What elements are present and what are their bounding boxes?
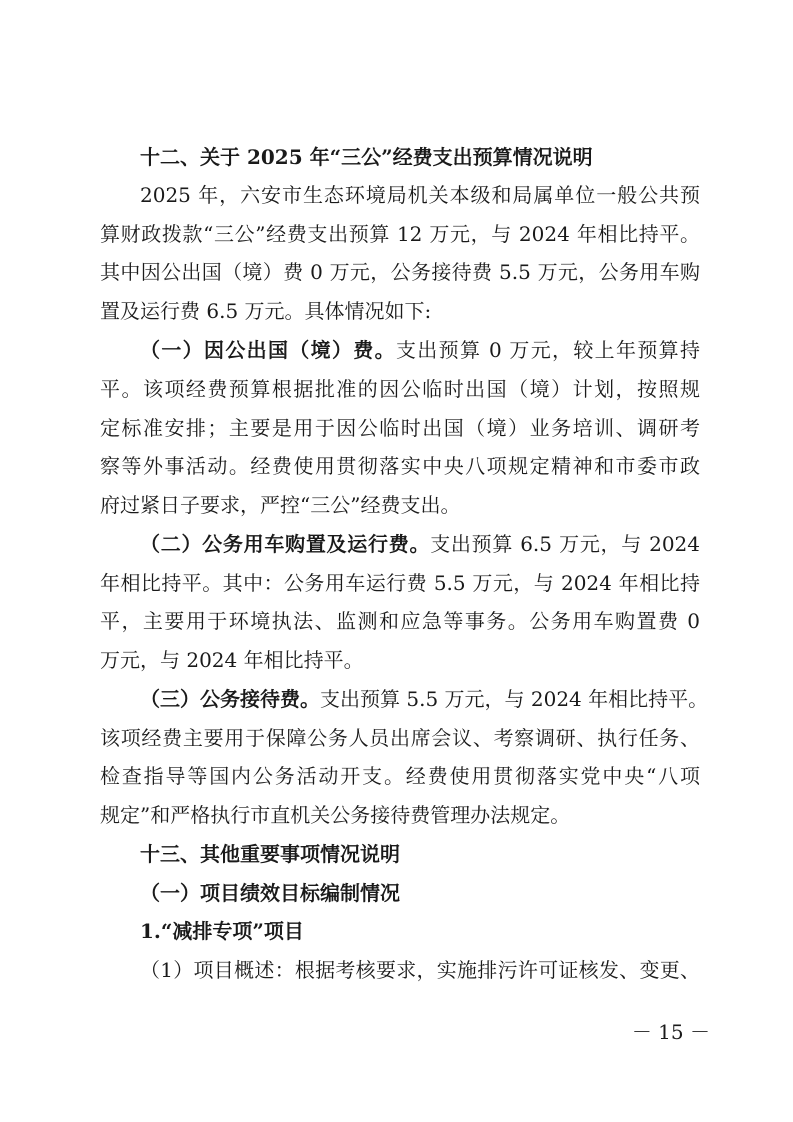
item-2-first-line <box>140 530 700 558</box>
item-3-label: （三）公务接待费。 <box>140 687 320 711</box>
item-1-first-line <box>140 336 700 364</box>
item-3-text: 支出预算 5.5 万元，与 2024 年相比持平。 <box>320 687 709 711</box>
paragraph-line: 检查指导等国内公务活动开支。经费使用贯彻落实党中央“八项 <box>100 764 700 788</box>
paragraph-line: （1）项目概述：根据考核要求，实施排污许可证核发、变更、 <box>140 958 700 982</box>
paragraph-line: 万元，与 2024 年相比持平。 <box>100 648 364 672</box>
subsection-heading: （一）项目绩效目标编制情况 <box>140 881 400 905</box>
paragraph-line: 该项经费主要用于保障公务人员出席会议、考察调研、执行任务、 <box>100 726 700 750</box>
page-number: － 15 － <box>631 1020 710 1044</box>
paragraph-line: 算财政拨款“三公”经费支出预算 12 万元，与 2024 年相比持平。 <box>100 222 700 246</box>
paragraph-line: 规定”和严格执行市直机关公务接待费管理办法规定。 <box>100 803 571 827</box>
paragraph-line: 府过紧日子要求，严控“三公”经费支出。 <box>100 493 461 517</box>
section-12-heading: 十二、关于 2025 年“三公”经费支出预算情况说明 <box>140 145 593 169</box>
item-1-label: （一）因公出国（境）费。 <box>140 338 396 362</box>
item-2-label: （二）公务用车购置及运行费。 <box>140 532 431 556</box>
item-2-text: 支出预算 6.5 万元，与 2024 <box>430 532 700 556</box>
item-3-first-line <box>140 685 709 713</box>
paragraph-line: 年相比持平。其中：公务用车运行费 5.5 万元，与 2024 年相比持 <box>100 571 700 595</box>
subsubsection-heading: 1.“减排专项”项目 <box>140 919 304 943</box>
paragraph-line: 2025 年，六安市生态环境局机关本级和局属单位一般公共预 <box>140 183 700 207</box>
paragraph-line: 置及运行费 6.5 万元。具体情况如下: <box>100 299 432 323</box>
paragraph-line: 定标准安排；主要是用于因公临时出国（境）业务培训、调研考 <box>100 416 700 440</box>
item-1-text: 支出预算 0 万元，较上年预算持 <box>395 338 700 362</box>
paragraph-line: 其中因公出国（境）费 0 万元，公务接待费 5.5 万元，公务用车购 <box>100 260 700 284</box>
paragraph-line: 察等外事活动。经费使用贯彻落实中央八项规定精神和市委市政 <box>100 454 700 478</box>
paragraph-line: 平，主要用于环境执法、监测和应急等事务。公务用车购置费 0 <box>100 609 700 633</box>
section-13-heading: 十三、其他重要事项情况说明 <box>140 842 400 866</box>
paragraph-line: 平。该项经费预算根据批准的因公临时出国（境）计划，按照规 <box>100 377 700 401</box>
